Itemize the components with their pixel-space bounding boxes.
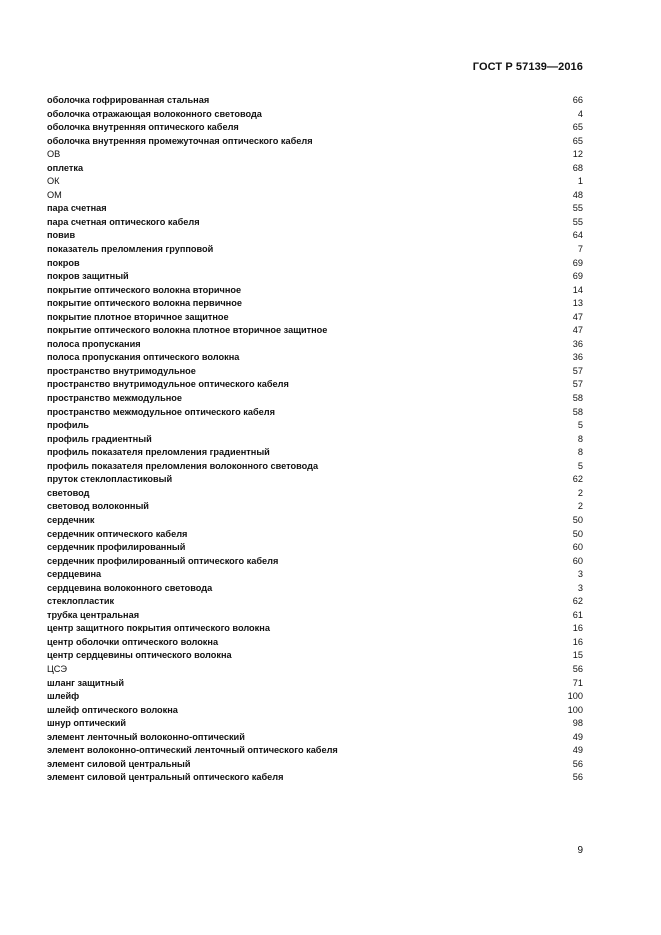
index-term: сердечник оптического кабеля (47, 528, 188, 539)
index-page-ref: 66 (572, 95, 583, 105)
index-term: центр оболочки оптического волокна (47, 636, 219, 647)
index-entry (47, 595, 583, 609)
index-entry (47, 717, 583, 731)
index-entry (47, 528, 583, 542)
index-entry (47, 649, 583, 663)
index-page-ref: 64 (572, 230, 583, 241)
index-term: сердцевина (47, 569, 102, 580)
index-term: пространство межмодульное оптического кабеля (47, 406, 275, 417)
index-entry (47, 392, 583, 406)
index-term: профиль показателя преломления волоконного световода (47, 460, 319, 471)
index-page-ref: 36 (572, 338, 583, 349)
index-term: покрытие оптического волокна первичное (47, 298, 242, 309)
index-page-ref: 1 (577, 176, 583, 187)
index-term: ОВ (47, 149, 61, 160)
index-page-ref: 56 (572, 772, 583, 783)
index-entry (47, 460, 583, 474)
index-term: сердечник профилированный (47, 542, 186, 553)
index-page-ref: 60 (572, 555, 583, 566)
index-term: оболочка отражающая волоконного световода (47, 108, 262, 119)
index-entry (47, 582, 583, 596)
index-page-ref: 3 (577, 569, 583, 580)
page-number: 9 (577, 845, 583, 856)
index-entry (47, 744, 583, 758)
index-term: покрытие оптического волокна вторичное (47, 284, 242, 295)
index-page-ref: 65 (572, 135, 583, 146)
index-page-ref: 65 (572, 122, 583, 133)
index-entry (47, 473, 583, 487)
index-entry (47, 229, 583, 243)
index-page-ref: 36 (572, 352, 583, 363)
index-term: ЦСЭ (47, 663, 67, 674)
index-term: оболочка гофрированная стальная (47, 95, 210, 105)
index-term: повив (47, 230, 76, 241)
index-entry (47, 378, 583, 392)
index-page-ref: 57 (572, 365, 583, 376)
index-term: профиль (47, 420, 89, 431)
index-page-ref: 47 (572, 325, 583, 336)
index-term: профиль показателя преломления градиентный (47, 447, 270, 458)
index-term: пара счетная (47, 203, 107, 214)
index-term: профиль градиентный (47, 433, 152, 444)
index-page-ref: 15 (572, 650, 583, 661)
index-page-ref: 55 (572, 216, 583, 227)
index-entry (47, 257, 583, 271)
index-page-ref: 62 (572, 596, 583, 607)
index-entry (47, 690, 583, 704)
index-page-ref: 61 (572, 609, 583, 620)
index-page-ref: 56 (572, 663, 583, 674)
index-page-ref: 12 (572, 149, 583, 160)
index-page-ref: 5 (577, 420, 583, 431)
index-page-ref: 60 (572, 542, 583, 553)
index-term: ОК (47, 176, 60, 187)
index-term: показатель преломления групповой (47, 244, 214, 255)
index-term: оболочка внутренняя оптического кабеля (47, 122, 239, 133)
index-term: пара счетная оптического кабеля (47, 216, 200, 227)
index-page-ref: 13 (572, 298, 583, 309)
index-entry (47, 216, 583, 230)
index-entry (47, 622, 583, 636)
index-term: оболочка внутренняя промежуточная оптического кабеля (47, 135, 313, 146)
index-term: шлейф оптического волокна (47, 704, 178, 715)
index-entry (47, 731, 583, 745)
index-page-ref: 100 (567, 704, 583, 715)
index-page-ref: 14 (572, 284, 583, 295)
index-term: трубка центральная (47, 609, 140, 620)
index-term: шлейф (47, 691, 80, 702)
alphabetical-index (47, 94, 583, 785)
index-term: элемент ленточный волоконно-оптический (47, 731, 245, 742)
index-page-ref: 71 (572, 677, 583, 688)
index-page-ref: 8 (577, 447, 583, 458)
index-page-ref: 16 (572, 636, 583, 647)
index-entry (47, 636, 583, 650)
index-page-ref: 2 (577, 487, 583, 498)
index-entry (47, 202, 583, 216)
index-page-ref: 3 (577, 582, 583, 593)
index-page-ref: 69 (572, 271, 583, 282)
index-page-ref: 56 (572, 758, 583, 769)
document-header: ГОСТ Р 57139—2016 (472, 61, 583, 73)
index-term: световод волоконный (47, 501, 149, 512)
index-term: сердцевина волоконного световода (47, 582, 213, 593)
index-entry (47, 500, 583, 514)
index-entry (47, 406, 583, 420)
index-entry (47, 568, 583, 582)
index-entry (47, 270, 583, 284)
index-term: пространство внутримодульное оптического кабеля (47, 379, 289, 390)
index-term: ОМ (47, 189, 62, 200)
index-entry (47, 189, 583, 203)
index-entry (47, 311, 583, 325)
index-entry (47, 677, 583, 691)
index-entry (47, 433, 583, 447)
index-entry (47, 514, 583, 528)
index-term: покрытие оптического волокна плотное вторичное защитное (47, 325, 328, 336)
index-page-ref: 98 (572, 718, 583, 729)
index-entry (47, 297, 583, 311)
index-page-ref: 68 (572, 162, 583, 173)
index-page-ref: 69 (572, 257, 583, 268)
index-entry (47, 365, 583, 379)
index-entry (47, 324, 583, 338)
index-entry (47, 541, 583, 555)
index-entry (47, 243, 583, 257)
index-page-ref: 4 (577, 108, 583, 119)
index-term: элемент силовой центральный (47, 758, 191, 769)
index-entry (47, 555, 583, 569)
index-page-ref: 50 (572, 514, 583, 525)
index-term: шнур оптический (47, 718, 126, 729)
index-page-ref: 49 (572, 731, 583, 742)
index-page-ref: 50 (572, 528, 583, 539)
index-entry (47, 704, 583, 718)
index-term: сердечник профилированный оптического кабеля (47, 555, 279, 566)
index-entry (47, 338, 583, 352)
index-entry (47, 487, 583, 501)
index-page-ref: 55 (572, 203, 583, 214)
index-page-ref: 2 (577, 501, 583, 512)
index-entry (47, 758, 583, 772)
index-page-ref: 100 (567, 691, 583, 702)
index-page-ref: 58 (572, 393, 583, 404)
index-term: оплетка (47, 162, 84, 173)
index-page-ref: 47 (572, 311, 583, 322)
index-entry (47, 663, 583, 677)
index-term: покров (47, 257, 80, 268)
index-term: элемент силовой центральный оптического кабеля (47, 772, 284, 783)
index-entry (47, 162, 583, 176)
index-entry (47, 135, 583, 149)
index-term: полоса пропускания (47, 338, 141, 349)
index-entry (47, 419, 583, 433)
index-entry (47, 108, 583, 122)
index-page-ref: 7 (577, 244, 583, 255)
index-term: сердечник (47, 514, 95, 525)
index-term: пруток стеклопластиковый (47, 474, 173, 485)
index-term: стеклопластик (47, 596, 115, 607)
index-entry (47, 446, 583, 460)
index-entry (47, 121, 583, 135)
index-term: покрытие плотное вторичное защитное (47, 311, 229, 322)
index-entry (47, 284, 583, 298)
index-page-ref: 58 (572, 406, 583, 417)
index-term: полоса пропускания оптического волокна (47, 352, 240, 363)
index-entry (47, 94, 583, 108)
index-page-ref: 49 (572, 745, 583, 756)
index-page-ref: 16 (572, 623, 583, 634)
index-term: пространство межмодульное (47, 393, 182, 404)
index-term: элемент волоконно-оптический ленточный оптического кабеля (47, 745, 338, 756)
index-term: пространство внутримодульное (47, 365, 196, 376)
index-term: шланг защитный (47, 677, 125, 688)
index-page-ref: 57 (572, 379, 583, 390)
index-entry (47, 771, 583, 785)
index-term: центр сердцевины оптического волокна (47, 650, 232, 661)
index-entry (47, 351, 583, 365)
index-page-ref: 62 (572, 474, 583, 485)
index-page-ref: 8 (577, 433, 583, 444)
index-term: центр защитного покрытия оптического волокна (47, 623, 270, 634)
index-page-ref: 5 (577, 460, 583, 471)
index-term: покров защитный (47, 271, 129, 282)
index-entry (47, 609, 583, 623)
index-term: световод (47, 487, 90, 498)
index-page-ref: 48 (572, 189, 583, 200)
index-entry (47, 148, 583, 162)
index-entry (47, 175, 583, 189)
